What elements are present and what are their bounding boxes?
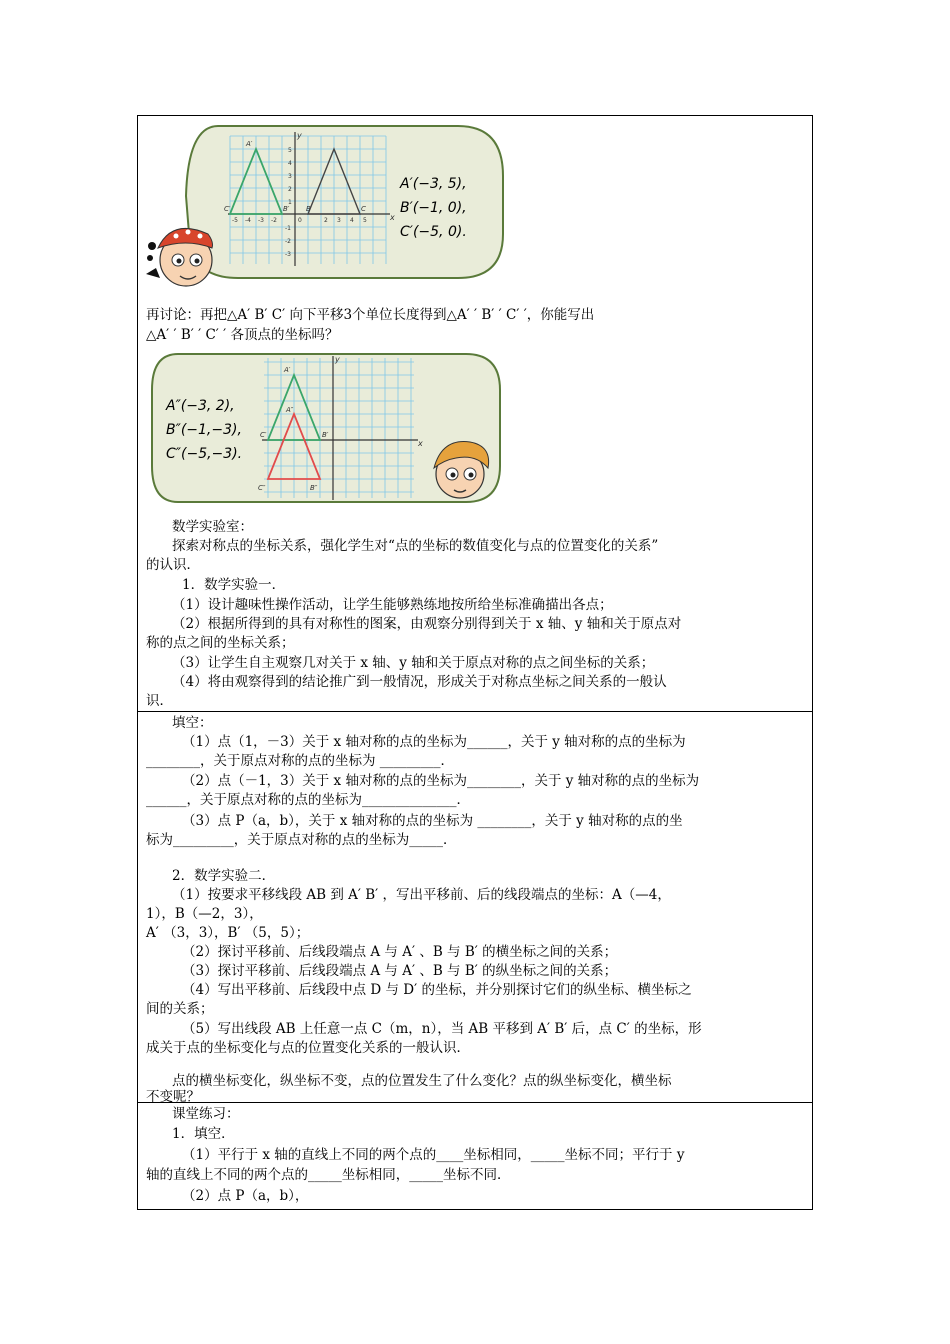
exp2-step-1-line-2: 1），B（—2，3），: [146, 906, 263, 922]
svg-text:4: 4: [288, 160, 292, 167]
cartoon-boy-icon: [142, 212, 222, 294]
discussion-line-2: △A′ ′ B′ ′ C′ ′ 各顶点的坐标吗？: [146, 327, 339, 343]
exp1-title: 1．数学实验一．: [182, 577, 286, 593]
label-c-prime: C′: [224, 205, 231, 213]
exp2-step-1-line-3: A′ （3，3），B′ （5，5）；: [146, 925, 310, 941]
label-b: B: [306, 205, 311, 213]
lesson-table: [137, 115, 813, 1210]
exp2-question-line-2: 不变呢？: [146, 1089, 200, 1105]
fill-title: 填空：: [172, 715, 213, 731]
table-row: [138, 712, 812, 1103]
exp1-step-2-line-2: 称的点之间的坐标关系；: [146, 635, 295, 651]
label-a-prime: A′: [246, 140, 253, 148]
label-c-prime: C′: [260, 431, 267, 439]
y-axis-label: y: [297, 131, 302, 140]
lab-title: 数学实验室：: [172, 519, 253, 535]
coord-label-c: C′(−5, 0).: [400, 224, 467, 240]
y-axis-label: y: [335, 355, 340, 364]
svg-text:-3: -3: [258, 217, 264, 224]
fill-q2-line-1: （2）点（－1，3）关于 x 轴对称的点的坐标为________，关于 y 轴对称的点的坐标为: [182, 773, 700, 789]
table-row: [138, 1103, 812, 1209]
coord-label-a: A′(−3, 5),: [400, 176, 467, 192]
svg-text:5: 5: [288, 147, 292, 154]
coord-label-b: B″(−1,−3),: [166, 422, 242, 438]
svg-text:2: 2: [324, 217, 328, 224]
label-a-prime: A′: [284, 366, 291, 374]
lab-intro-line-2: 的认识．: [146, 557, 200, 573]
exp1-step-1: （1）设计趣味性操作活动，让学生能够熟练地按所给坐标准确描出各点；: [172, 597, 613, 613]
label-a-double-prime: A″: [286, 406, 294, 414]
svg-text:4: 4: [350, 217, 354, 224]
exp2-question-line-1: 点的横坐标变化，纵坐标不变，点的位置发生了什么变化？点的纵坐标变化，横坐标: [172, 1073, 672, 1089]
label-b-prime: B′: [322, 431, 329, 439]
fill-q3-line-1: （3）点 P（a，b），关于 x 轴对称的点的坐标为 ________，关于 y 轴对称的点的坐: [182, 813, 683, 829]
lab-intro-line-1: 探索对称点的坐标关系，强化学生对“点的坐标的数值变化与点的位置变化的关系”: [172, 538, 659, 554]
practice-title: 课堂练习：: [172, 1106, 240, 1122]
svg-text:-2: -2: [271, 217, 277, 224]
x-axis-label: x: [390, 213, 395, 222]
svg-text:0: 0: [298, 217, 302, 224]
svg-text:3: 3: [337, 217, 341, 224]
discussion-line-1: 再讨论：再把△A′ B′ C′ 向下平移3个单位长度得到△A′ ′ B′ ′ C′ ′，你能写出: [146, 307, 595, 323]
svg-text:1: 1: [288, 199, 292, 206]
exp2-step-5-line-1: （5）写出线段 AB 上任意一点 C（m，n），当 AB 平移到 A′ B′ 后，点 C′ 的坐标，形: [182, 1021, 702, 1037]
exp2-title: 2．数学实验二．: [172, 868, 276, 884]
svg-text:-1: -1: [285, 225, 291, 232]
practice-q1-line-2: 轴的直线上不同的两个点的_____坐标相同，_____坐标不同．: [146, 1167, 511, 1183]
coord-label-a: A″(−3, 2),: [166, 398, 235, 414]
exp1-step-3: （3）让学生自主观察几对关于 x 轴、y 轴和关于原点对称的点之间坐标的关系；: [172, 655, 655, 671]
fill-q2-line-2: ______，关于原点对称的点的坐标为______________．: [146, 792, 470, 808]
fill-q3-line-2: 标为_________，关于原点对称的点的坐标为_____．: [146, 832, 457, 848]
table-row: [138, 116, 812, 712]
fill-q1-line-2: ________，关于原点对称的点的坐标为 _________．: [146, 753, 455, 769]
exp2-step-1-line-1: （1）按要求平移线段 AB 到 A′ B′ ，写出平移前、后的线段端点的坐标：A（—4，: [172, 887, 671, 903]
label-c: C: [361, 205, 366, 213]
label-c-double-prime: C″: [258, 484, 266, 492]
fill-q1-line-1: （1）点（1，－3）关于 x 轴对称的点的坐标为______，关于 y 轴对称的点的坐标为: [182, 734, 686, 750]
exp1-step-2-line-1: （2）根据所得到的具有对称性的图案，由观察分别得到关于 x 轴、y 轴和关于原点对: [172, 616, 682, 632]
practice-q2: （2）点 P（a，b），: [182, 1188, 309, 1204]
practice-fill-heading: 1．填空．: [172, 1126, 235, 1142]
exp2-step-5-line-2: 成关于点的坐标变化与点的位置变化关系的一般认识．: [146, 1040, 470, 1056]
cartoon-boy-icon: [426, 434, 496, 508]
practice-q1-line-1: （1）平行于 x 轴的直线上不同的两个点的____坐标相同，_____坐标不同；平行于 y: [182, 1147, 685, 1163]
exp1-step-4-line-2: 识．: [146, 693, 173, 709]
exp2-step-3: （3）探讨平移前、后线段端点 A 与 A′ 、B 与 B′ 的纵坐标之间的关系；: [182, 963, 618, 979]
x-axis-label: x: [418, 439, 423, 448]
svg-text:-3: -3: [285, 251, 291, 258]
svg-text:-2: -2: [285, 238, 291, 245]
svg-text:3: 3: [288, 173, 292, 180]
exp2-step-2: （2）探讨平移前、后线段端点 A 与 A′ 、B 与 B′ 的横坐标之间的关系；: [182, 944, 618, 960]
label-b-prime: B′: [283, 205, 290, 213]
exp1-step-4-line-1: （4）将由观察得到的结论推广到一般情况，形成关于对称点坐标之间关系的一般认: [172, 674, 667, 690]
coord-label-c: C″(−5,−3).: [166, 446, 243, 462]
exp2-step-4-line-2: 间的关系；: [146, 1001, 214, 1017]
label-b-double-prime: B″: [310, 484, 318, 492]
coord-label-b: B′(−1, 0),: [400, 200, 467, 216]
svg-text:-4: -4: [245, 217, 251, 224]
svg-text:5: 5: [363, 217, 367, 224]
svg-text:-5: -5: [232, 217, 238, 224]
exp2-step-4-line-1: （4）写出平移前、后线段中点 D 与 D′ 的坐标，并分别探讨它们的纵坐标、横坐标之: [182, 982, 692, 998]
svg-text:2: 2: [288, 186, 292, 193]
